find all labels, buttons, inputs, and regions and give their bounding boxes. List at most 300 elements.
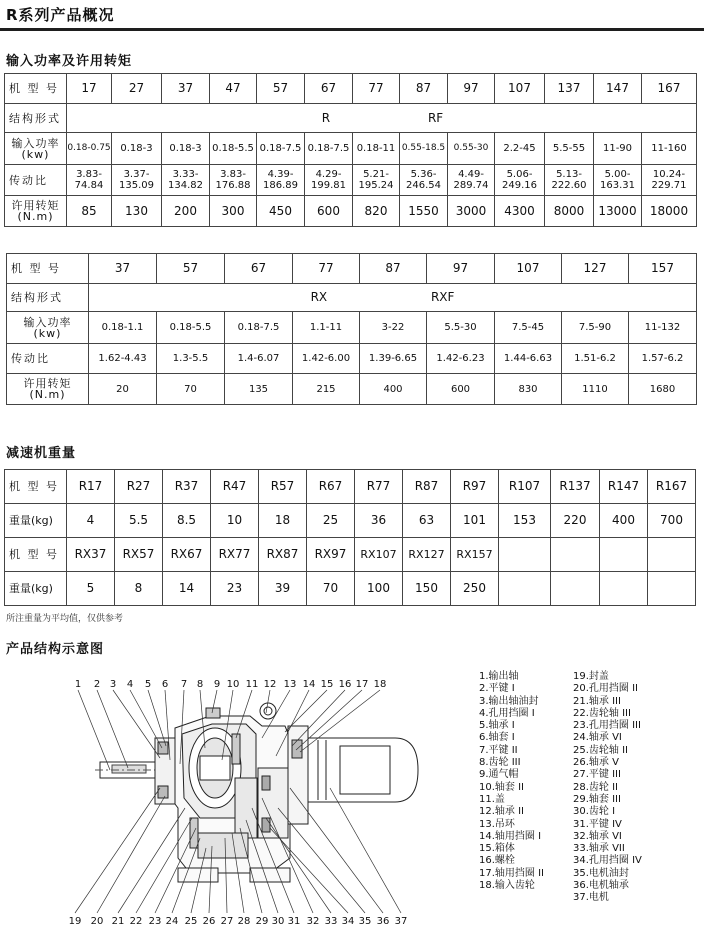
part-legend-item: 15.箱体 [479,843,515,855]
title-rule [0,28,704,31]
weight-rx-value: 8 [115,572,163,606]
rx-torque-row [7,374,697,405]
r-power: 5.5-55 [545,133,594,165]
rx-power: 7.5-45 [495,312,562,344]
r-power: 11-90 [594,133,642,165]
r-ratio-lo: 3.33- [172,169,199,180]
rx-torque: 135 [225,374,293,405]
callout-number-bottom: 33 [324,916,338,927]
callout-leader [278,808,365,913]
r-ratio-hi: 289.74 [453,180,489,191]
weight-rx-model: RX127 [403,538,451,572]
r-model: 67 [305,74,353,104]
r-ratio [305,165,353,196]
rx-ratio: 1.62-4.43 [89,344,157,374]
weight-rx-value-empty [499,572,551,606]
r-power: 0.18-7.5 [257,133,305,165]
rx-torque: 215 [293,374,360,405]
callout-number-bottom: 36 [376,916,390,927]
weight-r-value: 700 [648,504,696,538]
rx-torque: 70 [157,374,225,405]
r-ratio-hi: 163.31 [600,180,635,191]
r-ratio [257,165,305,196]
section-weight-title: 减速机重量 [6,446,77,461]
rx-ratio: 1.57-6.2 [629,344,697,374]
callout-leader [97,690,128,768]
weight-r-model: R47 [211,470,259,504]
callout-leader [78,690,110,770]
weight-rx-model-row [5,538,696,572]
part-legend-item: 23.孔用挡圈 III [573,720,641,732]
rx-ratio-label: 传动比 [7,344,89,374]
weight-r-model: R77 [355,470,403,504]
r-model: 97 [448,74,495,104]
r-power-label-line1: 输入功率 [11,136,60,150]
gear-shaft-ii [235,778,257,838]
r-structure-rf: RF [427,110,444,125]
callout-leader [330,788,401,913]
callout-number-top: 18 [373,679,387,690]
rx-model: 57 [157,254,225,284]
part-legend-item: 20.孔用挡圈 II [573,683,638,695]
weight-rx-model: RX157 [451,538,499,572]
r-ratio [448,165,495,196]
callout-number-bottom: 29 [255,916,269,927]
part-legend-item: 37.电机 [573,892,609,904]
r-torque: 820 [353,196,400,227]
rx-power-label-line1: 输入功率 [23,315,72,329]
rx-ratio: 1.42-6.00 [293,344,360,374]
part-legend-item: 18.输入齿轮 [479,880,535,892]
weight-r-model: R57 [259,470,307,504]
r-structure-row [5,104,697,133]
callout-number-top: 8 [196,679,204,690]
callout-number-top: 7 [180,679,188,690]
housing-bolt [232,734,240,764]
r-structure-r: R [321,110,331,125]
weight-r-model: R17 [67,470,115,504]
callout-number-top: 9 [213,679,221,690]
weight-r-value: 25 [307,504,355,538]
weight-rx-value: 70 [307,572,355,606]
r-model: 167 [642,74,697,104]
r-ratio [210,165,257,196]
lower-bearing-block [198,833,248,858]
part-legend-item: 34.孔用挡圈 IV [573,855,642,867]
part-legend-item: 14.轴用挡圈 I [479,830,542,842]
rx-structure-value [89,284,697,312]
part-legend-item: 26.轴承 V [573,757,619,769]
callout-number-top: 12 [263,679,277,690]
rx-ratio: 1.3-5.5 [157,344,225,374]
r-model: 107 [495,74,545,104]
rx-model: 67 [225,254,293,284]
section-structure-title: 产品结构示意图 [6,642,105,657]
r-ratio [162,165,210,196]
weight-r-model-row [5,470,696,504]
rx-power: 3-22 [360,312,427,344]
callout-number-bottom: 37 [394,916,408,927]
part-legend-item: 4.孔用挡圈 I [479,707,535,719]
r-power: 2.2-45 [495,133,545,165]
callout-number-bottom: 28 [237,916,251,927]
r-ratio-lo: 4.39- [267,169,294,180]
part-legend-item: 19.封盖 [573,671,609,682]
weight-r-model: R107 [499,470,551,504]
r-ratio [594,165,642,196]
callout-number-top: 1 [74,679,82,690]
weight-rx-model-empty [499,538,551,572]
rx-structure-label: 结构形式 [7,284,89,312]
weight-r-value: 400 [600,504,648,538]
cover-bolt [190,818,198,848]
r-torque-row [5,196,697,227]
rx-power: 1.1-11 [293,312,360,344]
r-model: 87 [400,74,448,104]
r-torque: 85 [67,196,112,227]
parts-legend-right [573,671,642,905]
part-legend-item: 3.输出轴油封 [479,695,539,707]
weight-label: 重量(kg) [5,504,67,538]
r-torque: 300 [210,196,257,227]
r-torque: 1550 [400,196,448,227]
rx-model: 77 [293,254,360,284]
r-series-table [4,73,697,227]
weight-r-model: R97 [451,470,499,504]
motor-terminal-box [340,746,390,794]
rx-power: 5.5-30 [427,312,495,344]
r-model: 147 [594,74,642,104]
callout-number-bottom: 19 [68,916,82,927]
r-power: 0.18-3 [162,133,210,165]
weight-r-model: R67 [307,470,355,504]
callout-leader [118,808,185,913]
callout-number-bottom: 22 [129,916,143,927]
r-ratio-lo: 5.21- [363,169,389,180]
part-legend-item: 1.输出轴 [479,671,519,682]
callout-number-top: 3 [109,679,117,690]
weight-table [4,469,696,606]
callout-leader [97,796,165,913]
rx-torque: 20 [89,374,157,405]
part-legend-item: 9.通气帽 [479,769,519,781]
weight-r-value: 5.5 [115,504,163,538]
rx-structure-row [7,284,697,312]
r-ratio-lo: 5.36- [410,169,437,180]
weight-r-value-row [5,504,696,538]
weight-note: 所注重量为平均值，仅供参考 [6,614,124,624]
weight-rx-model-empty [648,538,696,572]
weight-rx-value: 39 [259,572,307,606]
part-legend-item: 11.盖 [479,793,505,805]
weight-r-value: 63 [403,504,451,538]
rx-model-row [7,254,697,284]
r-ratio-lo: 4.29- [315,169,342,180]
part-legend-item: 6.轴套 I [479,732,515,744]
weight-rx-value: 23 [211,572,259,606]
rx-ratio: 1.4-6.07 [225,344,293,374]
part-legend-item: 32.轴承 VI [573,830,622,842]
r-torque: 600 [305,196,353,227]
callout-number-top: 10 [226,679,240,690]
r-power: 0.55-30 [448,133,495,165]
parts-legend-left [479,671,544,892]
rx-power: 7.5-90 [562,312,629,344]
page-title: R系列产品概况 [6,6,115,24]
rx-torque: 1110 [562,374,629,405]
r-torque-label [5,196,67,227]
weight-rx-value: 100 [355,572,403,606]
callout-number-bottom: 31 [287,916,301,927]
r-ratio [67,165,112,196]
r-model-row [5,74,697,104]
weight-r-value: 220 [551,504,600,538]
r-ratio-lo: 5.06- [506,169,533,180]
weight-r-model: R147 [600,470,648,504]
weight-rx-value: 250 [451,572,499,606]
weight-r-model: R167 [648,470,696,504]
callout-number-bottom: 35 [358,916,372,927]
bearing-i-bottom [158,786,168,798]
part-legend-item: 10.轴套 II [479,781,524,793]
callout-number-bottom: 26 [202,916,216,927]
r-model: 57 [257,74,305,104]
weight-rx-model: RX67 [163,538,211,572]
weight-r-value: 101 [451,504,499,538]
r-torque: 13000 [594,196,642,227]
callout-number-top: 4 [126,679,134,690]
rx-model: 157 [629,254,697,284]
r-ratio-lo: 10.24- [652,169,686,180]
r-ratio-hi: 199.81 [311,180,346,191]
rx-power: 11-132 [629,312,697,344]
weight-rx-model: RX87 [259,538,307,572]
part-legend-item: 30.齿轮 I [573,806,616,818]
r-power: 0.18-0.75 [67,133,112,165]
weight-rx-model-empty [600,538,648,572]
weight-r-value: 4 [67,504,115,538]
weight-label-2: 重量(kg) [5,572,67,606]
part-legend-item: 17.轴用挡圈 II [479,867,544,879]
callout-number-bottom: 23 [148,916,162,927]
part-legend-item: 24.轴承 VI [573,732,622,744]
r-ratio-hi: 229.71 [651,180,687,191]
r-ratio-hi: 249.16 [502,180,537,191]
r-model: 17 [67,74,112,104]
part-legend-item: 12.轴承 II [479,806,524,818]
r-ratio [545,165,594,196]
callout-number-top: 17 [355,679,369,690]
callout-number-top: 6 [161,679,169,690]
rx-torque: 600 [427,374,495,405]
rx-torque: 400 [360,374,427,405]
weight-rx-model: RX77 [211,538,259,572]
callout-number-bottom: 20 [90,916,104,927]
part-legend-item: 7.平键 II [479,744,518,756]
callout-number-top: 11 [245,679,259,690]
weight-r-value: 36 [355,504,403,538]
rx-model: 37 [89,254,157,284]
callout-number-bottom: 27 [220,916,234,927]
weight-rx-model-empty [551,538,600,572]
rx-model-label: 机 型 号 [7,254,89,284]
part-legend-item: 28.齿轮 II [573,781,618,793]
r-power-label [5,133,67,165]
part-legend-item: 16.螺栓 [479,855,515,867]
r-torque: 130 [112,196,162,227]
rx-model: 127 [562,254,629,284]
rx-torque: 830 [495,374,562,405]
r-ratio-hi: 186.89 [263,180,298,191]
r-ratio-hi: 74.84 [74,180,104,191]
callout-number-bottom: 34 [341,916,355,927]
r-torque: 200 [162,196,210,227]
r-ratio-lo: 3.83- [76,169,102,180]
bearing-v [262,818,270,832]
callout-number-bottom: 24 [165,916,179,927]
lifting-ring-hole [264,707,272,715]
part-legend-item: 13.吊环 [479,818,515,830]
r-power: 0.18-11 [353,133,400,165]
part-legend-item: 2.平键 I [479,683,515,695]
rx-ratio: 1.51-6.2 [562,344,629,374]
rx-structure-rx: RX [310,290,328,304]
weight-rx-value: 14 [163,572,211,606]
part-legend-item: 33.轴承 VII [573,843,625,855]
rx-ratio: 1.39-6.65 [360,344,427,374]
weight-r-model: R27 [115,470,163,504]
r-torque: 4300 [495,196,545,227]
r-ratio-hi: 135.09 [119,180,154,191]
rx-power: 0.18-5.5 [157,312,225,344]
r-torque: 8000 [545,196,594,227]
callout-number-bottom: 25 [184,916,198,927]
callout-leader [290,788,383,913]
weight-rx-model: RX97 [307,538,355,572]
r-model: 137 [545,74,594,104]
r-power-row [5,133,697,165]
r-torque-label-unit: (N.m) [17,210,54,223]
weight-rx-model: RX57 [115,538,163,572]
r-ratio-lo: 5.00- [604,169,631,180]
part-legend-item: 22.齿轮轴 III [573,707,631,719]
callout-number-bottom: 32 [306,916,320,927]
callout-number-top: 13 [283,679,297,690]
r-power: 0.55-18.5 [400,133,448,165]
r-ratio [400,165,448,196]
weight-rx-value-empty [551,572,600,606]
weight-model-label: 机 型 号 [5,470,67,504]
r-ratio-hi: 195.24 [358,180,394,191]
rx-model: 87 [360,254,427,284]
rx-model: 97 [427,254,495,284]
rx-ratio-row [7,344,697,374]
weight-r-value: 10 [211,504,259,538]
rx-power-label-unit: (kw) [33,326,62,340]
r-ratio-lo: 3.37- [123,169,150,180]
shaft-keyway [112,765,146,773]
rx-model: 107 [495,254,562,284]
part-legend-item: 25.齿轮轴 II [573,744,628,756]
part-legend-item: 35.电机油封 [573,867,629,879]
rx-torque-label-line1: 许用转矩 [23,377,72,390]
r-ratio-lo: 5.13- [556,169,582,180]
r-power: 0.18-5.5 [210,133,257,165]
bearing-vi [262,776,270,790]
r-ratio-row [5,165,697,196]
r-model: 27 [112,74,162,104]
part-legend-item: 5.轴承 I [479,720,515,732]
r-model: 77 [353,74,400,104]
weight-r-value: 153 [499,504,551,538]
weight-rx-value-empty [648,572,696,606]
callout-number-top: 14 [302,679,316,690]
rx-torque-label-unit: (N.m) [29,388,66,401]
rx-power: 0.18-1.1 [89,312,157,344]
callout-number-top: 5 [144,679,152,690]
rx-structure-rxf: RXF [430,290,455,304]
weight-r-model: R87 [403,470,451,504]
r-ratio [642,165,697,196]
weight-r-model: R37 [163,470,211,504]
rx-series-table [6,253,697,405]
part-legend-item: 21.轴承 III [573,695,621,707]
part-legend-item: 29.轴套 III [573,793,621,805]
r-ratio-hi: 246.54 [406,180,441,191]
r-torque: 18000 [642,196,697,227]
weight-r-value: 18 [259,504,307,538]
callout-number-bottom: 21 [111,916,125,927]
r-structure-value [67,104,697,133]
callout-number-top: 16 [338,679,352,690]
r-torque-label-line1: 许用转矩 [11,199,60,212]
rx-power-row [7,312,697,344]
r-structure-label: 结构形式 [5,104,67,133]
housing-foot-right [250,868,290,882]
section-power-torque-title: 输入功率及许用转矩 [6,54,133,69]
r-torque: 3000 [448,196,495,227]
callout-number-top: 2 [93,679,101,690]
r-ratio [495,165,545,196]
r-ratio-label: 传动比 [5,165,67,196]
rx-torque-label [7,374,89,405]
r-model: 37 [162,74,210,104]
r-ratio-hi: 176.88 [215,180,251,191]
r-ratio-hi: 222.60 [551,180,587,191]
weight-rx-value: 5 [67,572,115,606]
gear-iii-bore [200,756,230,780]
rx-power-label [7,312,89,344]
gearbox-structure-diagram [0,668,460,929]
r-power: 0.18-3 [112,133,162,165]
r-power: 0.18-7.5 [305,133,353,165]
r-ratio [353,165,400,196]
part-legend-item: 8.齿轮 III [479,757,521,769]
weight-r-value: 8.5 [163,504,211,538]
r-ratio-lo: 3.83- [220,169,246,180]
weight-rx-model: RX107 [355,538,403,572]
rx-power: 0.18-7.5 [225,312,293,344]
weight-rx-model: RX37 [67,538,115,572]
r-torque: 450 [257,196,305,227]
weight-r-model: R137 [551,470,600,504]
callout-number-top: 15 [320,679,334,690]
part-legend-item: 36.电机轴承 [573,880,629,892]
r-model: 47 [210,74,257,104]
r-ratio-lo: 4.49- [458,169,484,180]
weight-rx-value: 150 [403,572,451,606]
r-power: 11-160 [642,133,697,165]
